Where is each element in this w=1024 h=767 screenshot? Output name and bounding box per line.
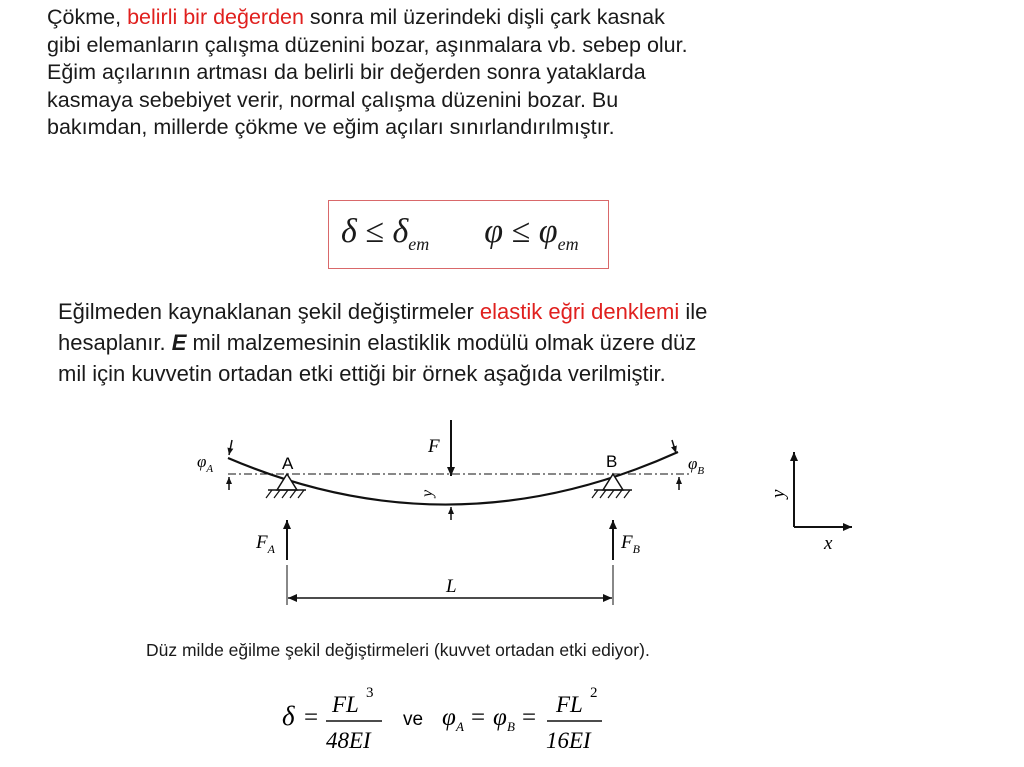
support-a <box>266 474 306 498</box>
limit-condition-formula: $\delta \le \delta_{em}$ $\varphi \le \varphi_{em}$ <box>328 200 609 269</box>
svg-text:ve: ve <box>403 709 424 730</box>
intro-line-5: bakımdan, millerde çökme ve eğim açıları sınırlandırılmıştır. <box>47 115 615 139</box>
support-b <box>592 474 632 498</box>
svg-text:=: = <box>471 704 486 731</box>
svg-text:2: 2 <box>590 685 598 701</box>
point-b-label: B <box>606 452 618 471</box>
svg-text:B: B <box>507 719 515 734</box>
svg-text:48EI: 48EI <box>326 728 371 753</box>
highlight-text: belirli bir değerden <box>127 5 304 29</box>
span-l-label: L <box>446 576 457 597</box>
point-a-label: A <box>282 454 294 473</box>
phi-b-arrow-top <box>672 440 676 453</box>
svg-text:FL: FL <box>556 692 583 717</box>
axis-y-label: y <box>768 489 789 498</box>
axis-x-label: x <box>824 533 833 554</box>
intro-line-4: kasmaya sebebiyet verir, normal çalışma düzenini bozar. Bu <box>47 87 619 112</box>
intro-line-2: gibi elemanların çalışma düzenini bozar, aşınmalara vb. sebep olur. <box>47 32 688 57</box>
svg-text:3: 3 <box>366 685 374 701</box>
svg-text:16EI: 16EI <box>546 728 591 753</box>
svg-text:A: A <box>456 719 464 734</box>
phi-a-arrow-top <box>229 440 232 455</box>
intro-line-1: Çökme, belirli bir değerden sonra mil üzerindeki dişli çark kasnak <box>47 5 665 29</box>
elastic-line-2: hesaplanır. E mil malzemesinin elastiklik modülü olmak üzere düz <box>58 330 697 355</box>
svg-text:φ: φ <box>493 704 507 731</box>
reaction-fb-label: $F_B$ <box>621 532 640 556</box>
svg-text:=: = <box>522 704 537 731</box>
load-f-label: F <box>428 436 440 457</box>
intro-line-3: Eğim açılarının artması da belirli bir değerden sonra yataklarda <box>47 60 646 84</box>
reaction-fa-label: $F_A$ <box>256 532 275 556</box>
svg-text:φ: φ <box>442 704 456 731</box>
elastic-line-3: mil için kuvvetin ortadan etki ettiği bir örnek aşağıda verilmiştir. <box>58 361 666 386</box>
elastic-line-1: Eğilmeden kaynaklanan şekil değiştirmeler elastik eğri denklemi ile <box>58 299 708 324</box>
svg-text:δ: δ <box>282 701 295 731</box>
svg-text:FL: FL <box>332 692 359 717</box>
deflection-y-label: y <box>419 489 436 497</box>
figure-caption: Düz milde eğilme şekil değiştirmeleri (kuvvet ortadan etki ediyor). <box>146 640 650 660</box>
phi-b-label: $\varphi_B$ <box>688 454 705 477</box>
svg-text:=: = <box>304 704 319 731</box>
result-formula <box>270 680 630 760</box>
highlight-text: elastik eğri denklemi <box>479 299 680 324</box>
phi-a-label: $\varphi_A$ <box>197 452 214 475</box>
